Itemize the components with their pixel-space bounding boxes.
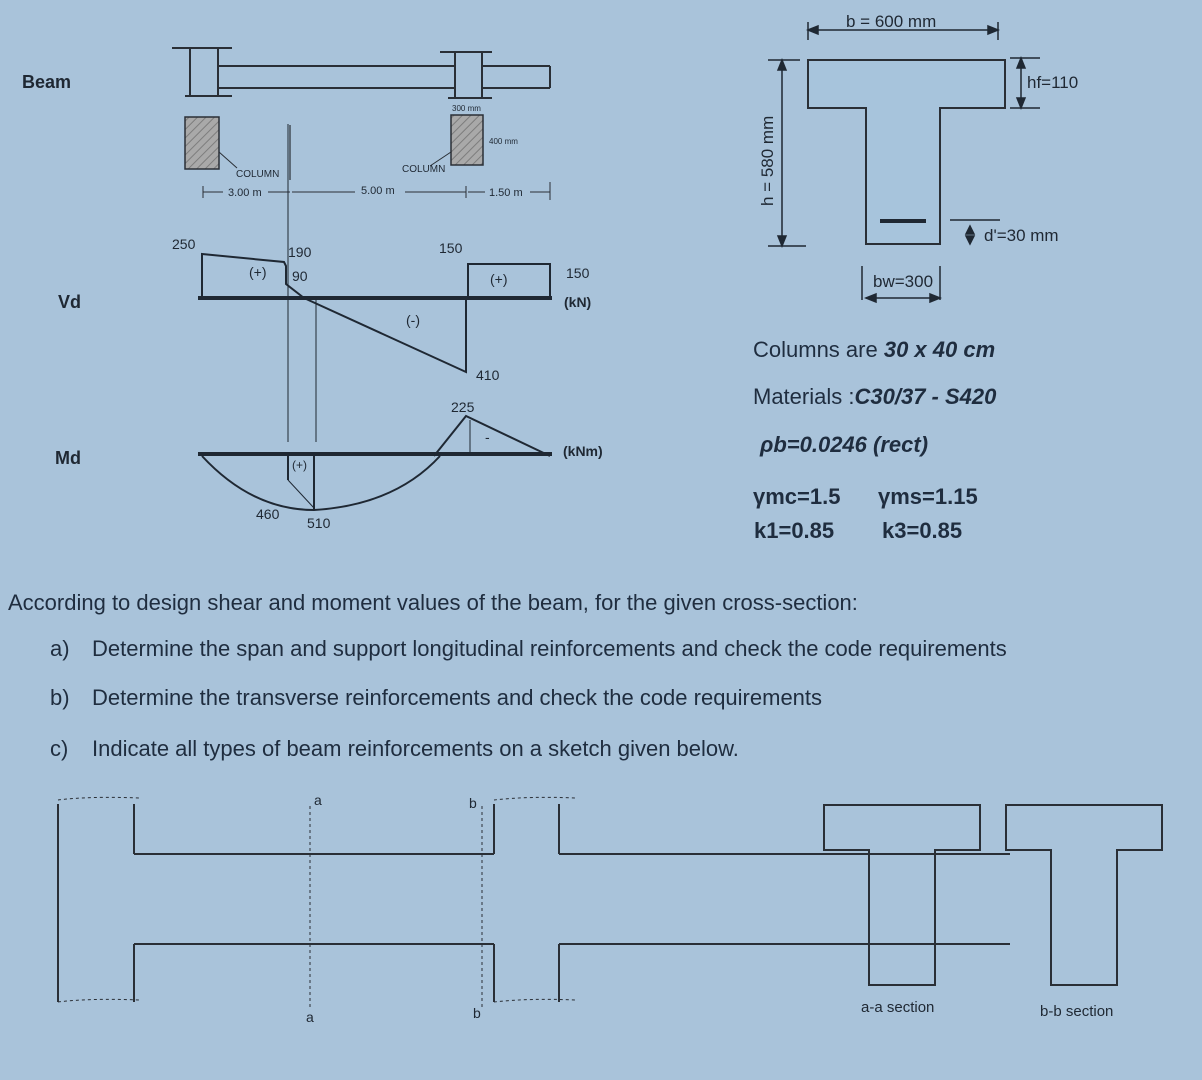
columns-value: 30 x 40 cm: [883, 337, 996, 362]
reinforcement-sketch: [58, 804, 1010, 1002]
shear-sign-positive-right: (+): [490, 271, 508, 287]
shear-value-150-top: 150: [439, 240, 463, 256]
question-c: c) Indicate all types of beam reinforcements on a sketch given below.: [50, 736, 739, 761]
shear-value-410: 410: [476, 367, 500, 383]
sketch-break-lines: [58, 797, 575, 1010]
column-label-right: COLUMN: [402, 164, 446, 175]
rho-value: ρb=0.0246 (rect): [760, 432, 929, 457]
cut-b-bottom-label: b: [473, 1005, 481, 1021]
shear-value-190: 190: [288, 244, 312, 260]
column-width-label: 300 mm: [452, 104, 481, 113]
span-1-label: 3.00 m: [228, 187, 262, 199]
beam-row-label: Beam: [22, 72, 72, 92]
shear-sign-negative: (-): [406, 312, 420, 328]
k3-value: k3=0.85: [882, 518, 963, 543]
question-b: b) Determine the transverse reinforcements and check the code requirements: [50, 685, 823, 710]
vd-row-label: Vd: [58, 292, 82, 312]
section-bb-outline: [1006, 805, 1162, 985]
section-aa-label: a-a section: [861, 999, 935, 1016]
gamma-ms: γms=1.15: [878, 484, 978, 509]
shear-value-90: 90: [292, 268, 308, 284]
shear-unit: (kN): [564, 294, 592, 310]
section-b-label: b = 600 mm: [846, 12, 937, 31]
moment-value-460: 460: [256, 506, 280, 522]
columns-line: Columns are 30 x 40 cm: [753, 337, 996, 362]
column-right: [451, 115, 483, 165]
section-bw-label: bw=300: [873, 272, 934, 291]
section-d-prime-label: d'=30 mm: [984, 226, 1059, 245]
cut-a-top-label: a: [314, 792, 322, 808]
question-a: a) Determine the span and support longitudinal reinforcements and check the code requirements: [50, 636, 1007, 661]
column-label-left: COLUMN: [236, 169, 280, 180]
cut-a-bottom-label: a: [306, 1009, 314, 1025]
rho-line: [760, 432, 928, 458]
shear-sign-positive-left: (+): [249, 264, 267, 280]
column-left: [185, 117, 219, 169]
column-depth-label: 400 mm: [489, 137, 518, 146]
shear-value-250: 250: [172, 236, 196, 252]
gamma-mc: γmc=1.5: [753, 484, 841, 509]
moment-value-225: 225: [451, 399, 475, 415]
materials-line: Materials :C30/37 - S420: [753, 384, 997, 409]
t-section: [808, 60, 1005, 244]
moment-unit: (kNm): [563, 443, 603, 459]
moment-sign-positive: (+): [292, 458, 307, 472]
shear-value-150-right: 150: [566, 265, 590, 281]
span-2-label: 5.00 m: [361, 185, 395, 197]
section-h-label: h = 580 mm: [758, 115, 777, 206]
cut-b-top-label: b: [469, 795, 477, 811]
question-intro: According to design shear and moment values of the beam, for the given cross-section:: [8, 590, 858, 615]
materials-value: C30/37 - S420: [854, 384, 997, 409]
section-hf-label: hf=110: [1027, 73, 1079, 92]
section-aa-outline: [824, 805, 980, 985]
moment-diagram: [198, 416, 552, 510]
span-3-label: 1.50 m: [489, 187, 523, 199]
moment-sign-negative: -: [485, 429, 490, 445]
k1-value: k1=0.85: [754, 518, 835, 543]
moment-value-510: 510: [307, 515, 331, 531]
beam-elevation: [172, 48, 550, 98]
section-bb-label: b-b section: [1040, 1003, 1114, 1020]
md-row-label: Md: [55, 448, 81, 468]
